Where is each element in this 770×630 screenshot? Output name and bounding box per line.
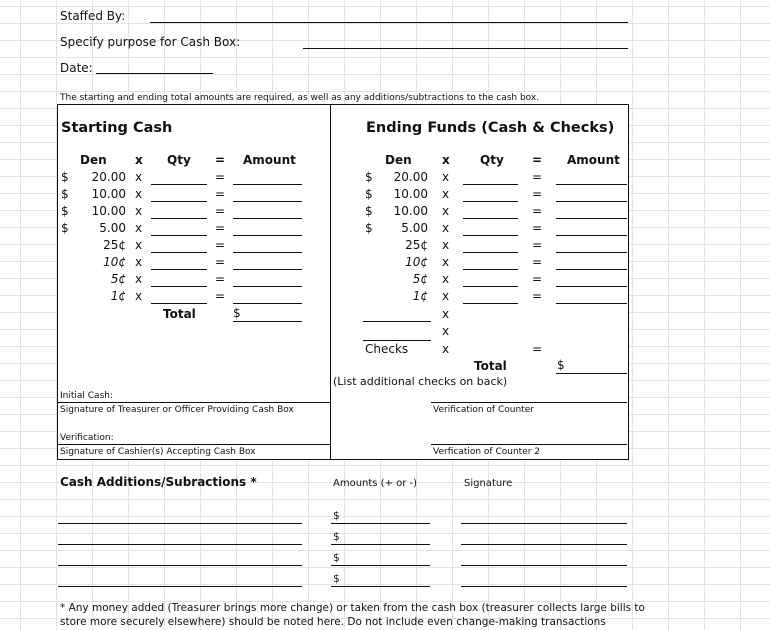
starting-row-eq: = xyxy=(215,289,226,303)
purpose-label: Specify purpose for Cash Box: xyxy=(60,35,241,49)
starting-eq-header: = xyxy=(215,153,226,167)
ending-row-currency: $ xyxy=(365,187,373,201)
starting-row-denomination: 10.00 xyxy=(91,204,126,218)
ending-row-denomination: 5¢ xyxy=(412,272,428,286)
addition-description-line[interactable] xyxy=(58,544,302,545)
addition-amount-line[interactable] xyxy=(331,544,430,545)
starting-row-x: x xyxy=(135,238,143,252)
treasurer-signature-line[interactable] xyxy=(58,402,330,403)
ending-row-qty-input[interactable] xyxy=(463,235,518,236)
starting-row-amount-input[interactable] xyxy=(233,235,302,236)
ending-row-eq: = xyxy=(532,272,543,286)
ending-row-denomination: 10.00 xyxy=(393,204,428,218)
addition-amount-line[interactable] xyxy=(331,523,430,524)
addition-description-line[interactable] xyxy=(58,586,302,587)
starting-total-currency: $ xyxy=(233,306,241,320)
ending-row-amount-input[interactable] xyxy=(556,286,627,287)
check-x-2: x xyxy=(442,324,450,338)
starting-x-header: x xyxy=(135,153,143,167)
date-label: Date: xyxy=(60,61,93,75)
ending-row-amount-input[interactable] xyxy=(556,303,627,304)
treasurer-signature-caption: Signature of Treasurer or Officer Providing Cash Box xyxy=(60,405,294,415)
starting-row-amount-input[interactable] xyxy=(233,286,302,287)
ending-row-qty-input[interactable] xyxy=(463,184,518,185)
starting-row-qty-input[interactable] xyxy=(151,218,207,219)
starting-row-currency: $ xyxy=(61,170,69,184)
starting-row-eq: = xyxy=(215,204,226,218)
starting-row-denomination: 10.00 xyxy=(91,187,126,201)
staffed-by-line[interactable] xyxy=(150,22,628,23)
starting-row-amount-input[interactable] xyxy=(233,184,302,185)
ending-row-qty-input[interactable] xyxy=(463,252,518,253)
starting-row-eq: = xyxy=(215,187,226,201)
cashier-signature-caption: Signature of Cashier(s) Accepting Cash Box xyxy=(60,447,256,457)
staffed-by-label: Staffed By: xyxy=(60,9,126,23)
ending-row-denomination: 1¢ xyxy=(412,289,428,303)
addition-amount-line[interactable] xyxy=(331,586,430,587)
checks-note: (List additional checks on back) xyxy=(333,375,508,388)
ending-row-x: x xyxy=(442,170,450,184)
ending-row-currency: $ xyxy=(365,170,373,184)
starting-row-amount-input[interactable] xyxy=(233,201,302,202)
addition-signature-line[interactable] xyxy=(461,523,627,524)
purpose-line[interactable] xyxy=(303,48,628,49)
ending-row-x: x xyxy=(442,187,450,201)
starting-row-denomination: 20.00 xyxy=(91,170,126,184)
starting-row-eq: = xyxy=(215,221,226,235)
ending-row-x: x xyxy=(442,221,450,235)
ending-row-qty-input[interactable] xyxy=(463,269,518,270)
starting-amount-header: Amount xyxy=(243,153,296,167)
starting-row-denomination: 5.00 xyxy=(99,221,126,235)
starting-row-qty-input[interactable] xyxy=(151,286,207,287)
addition-currency: $ xyxy=(333,510,340,522)
starting-row-qty-input[interactable] xyxy=(151,269,207,270)
initial-cash-label: Initial Cash: xyxy=(60,391,113,401)
ending-row-currency: $ xyxy=(365,221,373,235)
starting-row-currency: $ xyxy=(61,204,69,218)
starting-row-eq: = xyxy=(215,272,226,286)
check-x-1: x xyxy=(442,307,450,321)
ending-row-eq: = xyxy=(532,238,543,252)
ending-row-eq: = xyxy=(532,187,543,201)
starting-row-qty-input[interactable] xyxy=(151,201,207,202)
addition-signature-line[interactable] xyxy=(461,565,627,566)
ending-total-line[interactable] xyxy=(556,373,627,374)
ending-row-x: x xyxy=(442,238,450,252)
starting-qty-header: Qty xyxy=(167,153,191,167)
ending-row-qty-input[interactable] xyxy=(463,201,518,202)
starting-row-qty-input[interactable] xyxy=(151,252,207,253)
ending-row-denomination: 10.00 xyxy=(393,187,428,201)
starting-row-currency: $ xyxy=(61,187,69,201)
starting-row-x: x xyxy=(135,255,143,269)
starting-den-header: Den xyxy=(80,153,107,167)
ending-qty-header: Qty xyxy=(480,153,504,167)
ending-row-amount-input[interactable] xyxy=(556,269,627,270)
ending-row-amount-input[interactable] xyxy=(556,252,627,253)
amounts-label: Amounts (+ or -) xyxy=(333,478,418,489)
starting-row-x: x xyxy=(135,289,143,303)
ending-row-amount-input[interactable] xyxy=(556,218,627,219)
ending-row-x: x xyxy=(442,272,450,286)
ending-row-currency: $ xyxy=(365,204,373,218)
ending-x-header: x xyxy=(442,153,450,167)
starting-row-qty-input[interactable] xyxy=(151,303,207,304)
addition-signature-line[interactable] xyxy=(461,586,627,587)
ending-den-header: Den xyxy=(385,153,412,167)
ending-row-eq: = xyxy=(532,289,543,303)
ending-amount-header: Amount xyxy=(567,153,620,167)
ending-row-x: x xyxy=(442,204,450,218)
addition-description-line[interactable] xyxy=(58,523,302,524)
required-note: The starting and ending total amounts are required, as well as any additions/subtractions to the cash box. xyxy=(60,93,540,103)
addition-amount-line[interactable] xyxy=(331,565,430,566)
starting-row-denomination: 1¢ xyxy=(110,289,126,303)
starting-row-currency: $ xyxy=(61,221,69,235)
counter1-caption: Verification of Counter xyxy=(433,405,534,415)
addition-signature-line[interactable] xyxy=(461,544,627,545)
check-x-3: x xyxy=(442,342,450,356)
panel-divider xyxy=(330,104,331,459)
ending-row-x: x xyxy=(442,289,450,303)
starting-row-x: x xyxy=(135,221,143,235)
ending-total-currency: $ xyxy=(557,358,565,372)
starting-row-amount-input[interactable] xyxy=(233,252,302,253)
signature-label: Signature xyxy=(464,478,513,489)
starting-row-x: x xyxy=(135,272,143,286)
addition-currency: $ xyxy=(333,573,340,585)
starting-row-eq: = xyxy=(215,238,226,252)
counter2-signature-line[interactable] xyxy=(431,444,627,445)
starting-row-amount-input[interactable] xyxy=(233,218,302,219)
ending-row-amount-input[interactable] xyxy=(556,201,627,202)
starting-row-amount-input[interactable] xyxy=(233,303,302,304)
ending-row-qty-input[interactable] xyxy=(463,286,518,287)
ending-row-amount-input[interactable] xyxy=(556,184,627,185)
footnote-line-2: store more securely elsewhere) should be noted here. Do not include even change-making transactions xyxy=(60,616,606,628)
ending-row-eq: = xyxy=(532,255,543,269)
starting-row-eq: = xyxy=(215,255,226,269)
counter1-signature-line[interactable] xyxy=(431,402,627,403)
starting-row-denomination: 25¢ xyxy=(103,238,126,252)
ending-row-denomination: 10¢ xyxy=(405,255,428,269)
starting-row-x: x xyxy=(135,204,143,218)
starting-row-x: x xyxy=(135,170,143,184)
addition-currency: $ xyxy=(333,531,340,543)
verification-label: Verification: xyxy=(60,433,114,443)
ending-eq-header: = xyxy=(532,153,543,167)
ending-row-eq: = xyxy=(532,170,543,184)
ending-row-eq: = xyxy=(532,221,543,235)
starting-row-qty-input[interactable] xyxy=(151,235,207,236)
ending-row-qty-input[interactable] xyxy=(463,218,518,219)
starting-row-eq: = xyxy=(215,170,226,184)
ending-funds-title: Ending Funds (Cash & Checks) xyxy=(366,120,615,136)
ending-row-denomination: 20.00 xyxy=(393,170,428,184)
date-line[interactable] xyxy=(96,73,213,74)
counter2-caption: Verfication of Counter 2 xyxy=(433,447,541,457)
starting-row-qty-input[interactable] xyxy=(151,184,207,185)
starting-cash-title: Starting Cash xyxy=(61,120,173,136)
starting-row-amount-input[interactable] xyxy=(233,269,302,270)
cashier-signature-line[interactable] xyxy=(58,444,330,445)
check-line-2[interactable] xyxy=(363,340,431,341)
ending-row-denomination: 5.00 xyxy=(401,221,428,235)
ending-row-eq: = xyxy=(532,204,543,218)
footnote-line-1: * Any money added (Treasurer brings more change) or taken from the cash box (treasurer collects large bills to xyxy=(60,602,645,614)
starting-row-denomination: 10¢ xyxy=(103,255,126,269)
starting-row-denomination: 5¢ xyxy=(110,272,126,286)
ending-row-qty-input[interactable] xyxy=(463,303,518,304)
checks-eq: = xyxy=(532,342,543,356)
ending-row-amount-input[interactable] xyxy=(556,235,627,236)
starting-row-x: x xyxy=(135,187,143,201)
check-line-1[interactable] xyxy=(363,321,431,322)
addition-currency: $ xyxy=(333,552,340,564)
starting-total-label: Total xyxy=(163,307,196,321)
ending-row-x: x xyxy=(442,255,450,269)
ending-row-denomination: 25¢ xyxy=(405,238,428,252)
checks-label: Checks xyxy=(365,342,409,356)
ending-total-label: Total xyxy=(474,359,507,373)
starting-total-line[interactable] xyxy=(233,321,302,322)
addition-description-line[interactable] xyxy=(58,565,302,566)
additions-title: Cash Additions/Subractions * xyxy=(60,475,257,489)
